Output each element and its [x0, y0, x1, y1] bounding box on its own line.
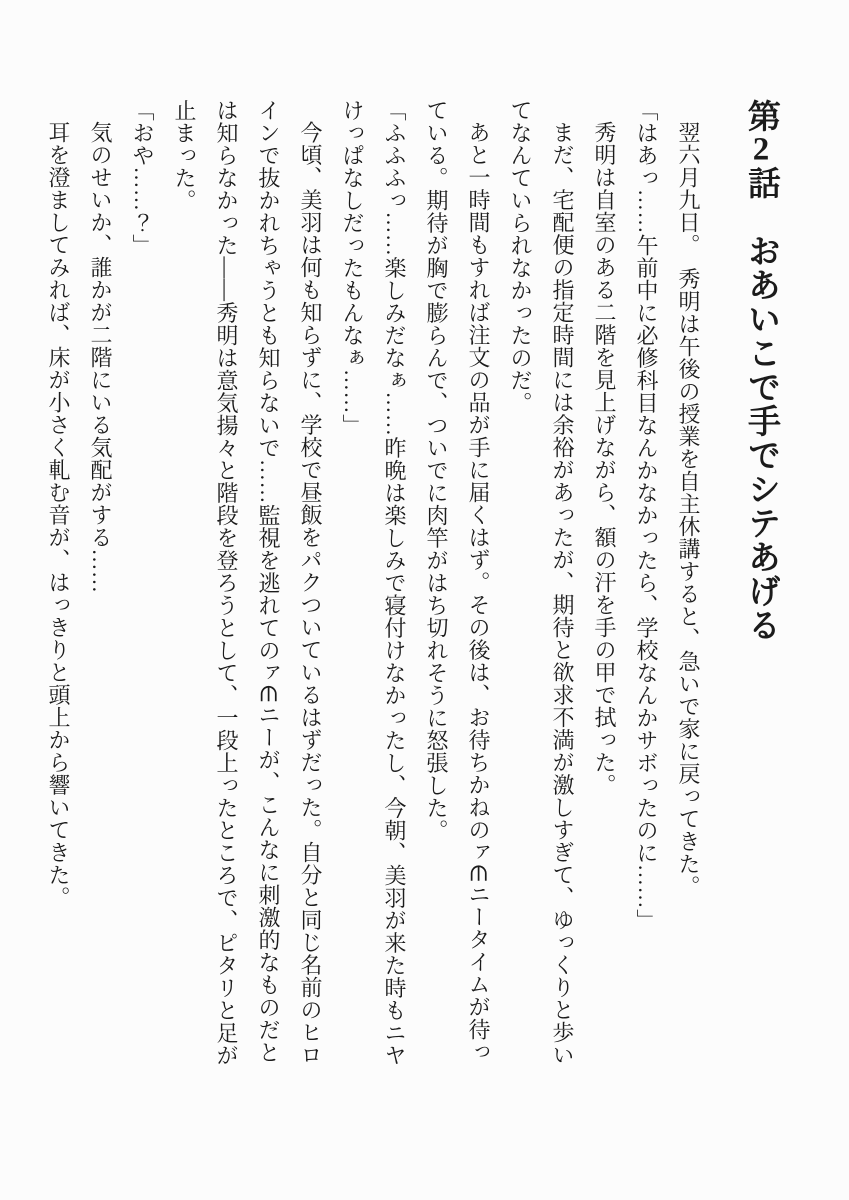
paragraph: 今頃、美羽は何も知らずに、学校で昼飯をパクついているはずだった。自分と同じ名前のヒロインで抜かれちゃうとも知らないで……監視を逃れてのァ∈ニーが、こんなに刺激的なものだとは知らなかった——秀明は意気揚々と階段を登ろうとして、一段上ったところで、ピタリと足が止まった。 — [172, 99, 323, 1067]
paragraph: あと一時間もすれば注文の品が手に届くはず。その後は、お待ちかねのァ∈ニータイムが待っている。期待が胸で膨らんで、ついでに肉竿がはち切れそうに怒張した。 — [424, 99, 491, 1064]
chapter-title-prefix: 第 — [743, 99, 779, 133]
chapter-title — [735, 99, 787, 1074]
paragraph: 気のせいか、誰かが二階にいる気配がする…… — [88, 121, 113, 594]
chapter-number: 2 — [752, 133, 770, 166]
paragraph: 翌六月九日。 秀明は午後の授業を自主休講すると、急いで家に戻ってきた。 — [676, 121, 701, 898]
paragraph: 「ふふふっ……楽しみだなぁ……昨晩は楽しみで寝付けなかったし、今朝、美羽が来た時もニヤけっぱなしだったもんなぁ……」 — [340, 99, 407, 1067]
body-text — [37, 99, 709, 1074]
vertical-text-block — [37, 99, 809, 1074]
paragraph: まだ、宅配便の指定時間には余裕があったが、期待と欲求不満が激しすぎて、ゆっくりと歩いてなんていられなかったのだ。 — [508, 99, 575, 1066]
paragraph: 「おや……？」 — [130, 99, 155, 257]
paragraph: 「はあっ……午前中に必修科目なんかなかったら、学校なんかサボったのに……」 — [634, 99, 659, 932]
paragraph: 耳を澄ましてみれば、床が小さく軋む音が、はっきりと頭上から響いてきた。 — [46, 121, 71, 909]
chapter-title-text: 話 おあいこで手でシテあげる — [743, 166, 779, 642]
paragraph: 秀明は自室のある二階を見上げながら、額の汗を手の甲で拭った。 — [592, 121, 617, 796]
